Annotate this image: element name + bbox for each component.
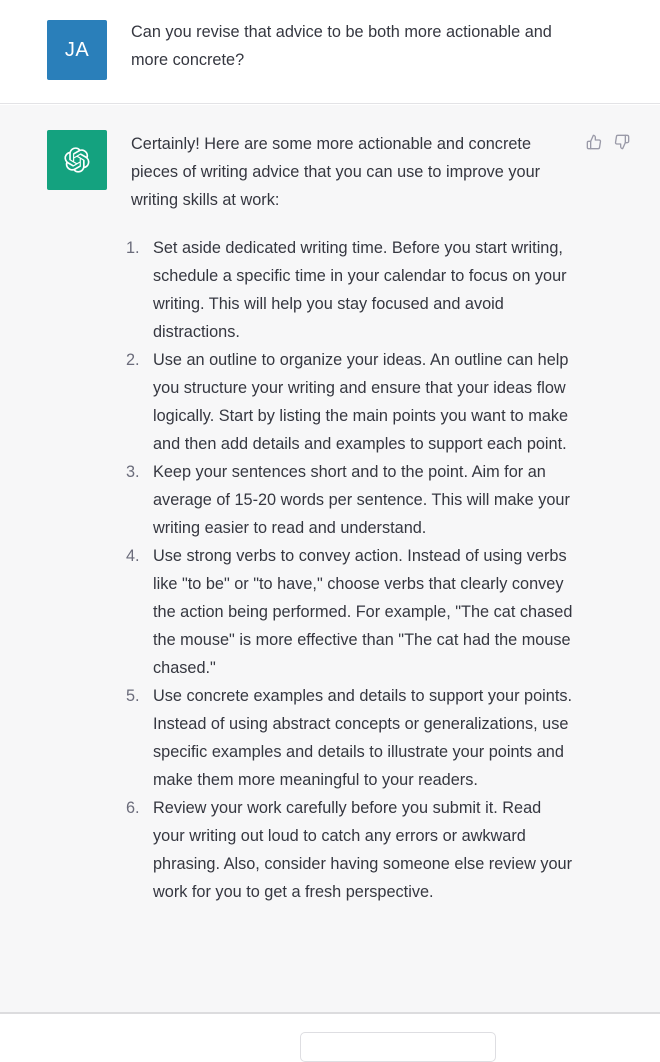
list-item-text: Use strong verbs to convey action. Instead of using verbs like "to be" or "to have," choose verbs that clearly convey the action being performed. For example, "The cat chased the mouse" is more effective than "The cat had the mouse chased." xyxy=(153,547,573,677)
list-item xyxy=(126,234,576,346)
list-item-text: Use concrete examples and details to support your points. Instead of using abstract concepts or generalizations, use specific examples and details to illustrate your points and make them more meaningful to your readers. xyxy=(153,687,573,789)
list-number: 2. xyxy=(126,351,140,369)
list-item-text: Use an outline to organize your ideas. An outline can help you structure your writing and ensure that your ideas flow logically. Start by listing the main points you want to make and then add details and examples to support each point. xyxy=(153,351,569,453)
assistant-intro-text: Certainly! Here are some more actionable and concrete pieces of writing advice that you can use to improve your writing skills at work: xyxy=(131,135,541,209)
feedback-buttons xyxy=(585,133,631,151)
list-number: 3. xyxy=(126,463,140,481)
user-avatar-initials: JA xyxy=(64,38,90,61)
list-number: 6. xyxy=(126,799,140,817)
thumbs-down-button[interactable] xyxy=(613,133,631,151)
list-number: 4. xyxy=(126,547,140,565)
thumbs-up-icon xyxy=(586,134,602,150)
assistant-avatar xyxy=(47,130,107,190)
user-message-row xyxy=(0,0,660,104)
list-item xyxy=(126,346,576,458)
list-item xyxy=(126,794,576,906)
list-number: 5. xyxy=(126,687,140,705)
list-item-text: Keep your sentences short and to the point. Aim for an average of 15-20 words per sentence. This will make your writing easier to read and understand. xyxy=(153,463,570,537)
openai-logo-icon xyxy=(64,147,90,173)
list-item-text: Review your work carefully before you submit it. Read your writing out loud to catch any errors or awkward phrasing. Also, consider having someone else review your work for you to get a fresh perspective. xyxy=(153,799,573,901)
assistant-message-row xyxy=(0,105,660,1014)
list-item xyxy=(126,458,576,542)
list-item-text: Set aside dedicated writing time. Before you start writing, schedule a specific time in your calendar to focus on your writing. This will help you stay focused and avoid distractions. xyxy=(153,239,567,341)
list-number: 1. xyxy=(126,239,140,257)
user-avatar xyxy=(47,20,107,80)
regenerate-response-button[interactable] xyxy=(300,1032,496,1062)
user-message-text: Can you revise that advice to be both more actionable and more concrete? xyxy=(131,23,552,69)
advice-list xyxy=(126,234,576,906)
list-item xyxy=(126,682,576,794)
thumbs-down-icon xyxy=(614,134,630,150)
list-item xyxy=(126,542,576,682)
thumbs-up-button[interactable] xyxy=(585,133,603,151)
input-area xyxy=(0,1016,660,1040)
